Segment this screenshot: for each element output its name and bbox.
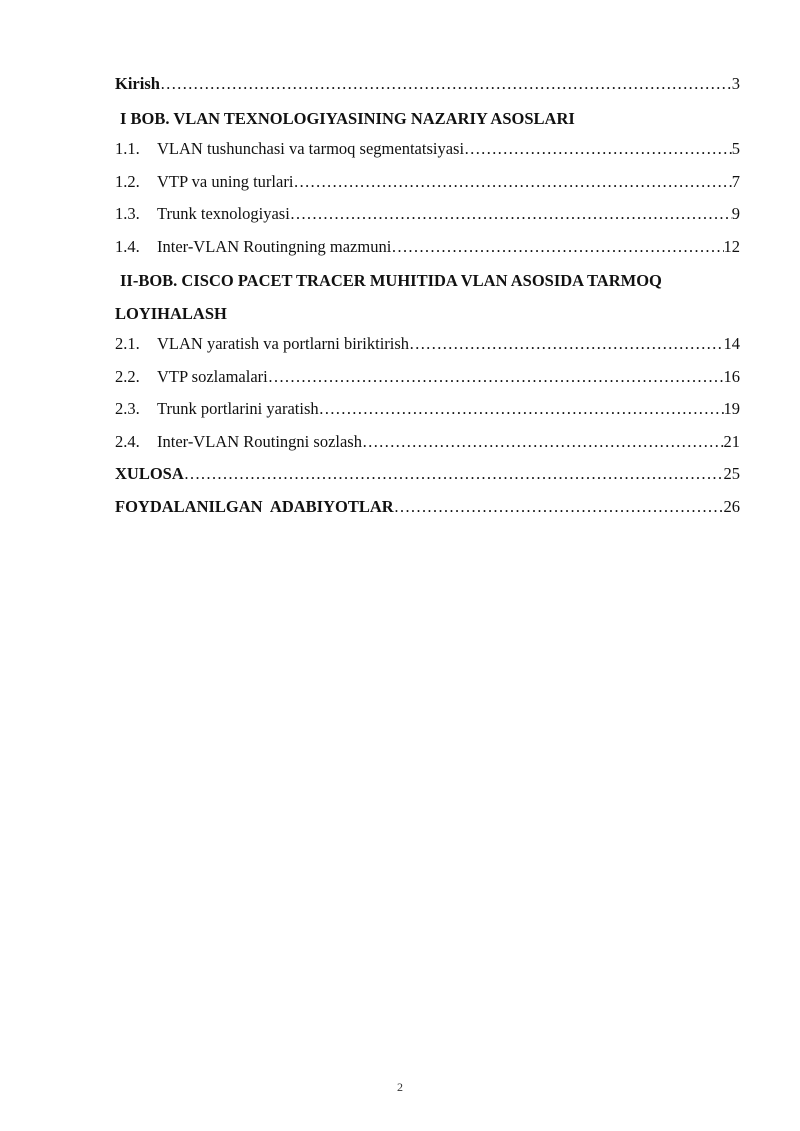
toc-entry-page: 5: [731, 139, 740, 158]
chapter-1-heading[interactable]: I BOB. VLAN TEXNOLOGIYASINING NAZARIY ASOSLARI: [120, 108, 575, 128]
dot-leader: [184, 466, 724, 483]
toc-entry-text: Inter-VLAN Routingni sozlash: [157, 431, 362, 451]
dot-leader: [394, 499, 724, 516]
dot-leader: [409, 336, 723, 353]
toc-entry-page: 21: [723, 431, 740, 451]
toc-entry-text: VTP sozlamalari: [157, 366, 268, 386]
toc-entry-conclusion[interactable]: [115, 466, 740, 499]
toc-entry-number: 2.1.: [115, 334, 140, 353]
toc-entry-text: FOYDALANILGAN ADABIYOTLAR: [115, 496, 394, 516]
dot-leader: [362, 434, 724, 451]
toc-entry-page: 16: [723, 366, 740, 386]
toc-entry-number: 1.1.: [115, 139, 140, 158]
toc-entry-text: Kirish: [115, 74, 160, 93]
toc-entry-intro[interactable]: [115, 76, 740, 109]
toc-entry-page: 12: [723, 236, 740, 256]
chapter-2-heading-continued[interactable]: LOYIHALASH: [115, 303, 227, 323]
toc-entry-page: 14: [723, 334, 740, 353]
toc-entry-text: Inter-VLAN Routingning mazmuni: [157, 236, 392, 256]
toc-entry[interactable]: [115, 171, 740, 207]
dot-leader: [464, 141, 732, 158]
toc-entry-number: 1.4.: [115, 236, 140, 256]
toc-entry[interactable]: [115, 431, 740, 467]
toc-entry-text: XULOSA: [115, 464, 184, 483]
dot-leader: [319, 401, 724, 418]
toc-entry[interactable]: [115, 206, 740, 239]
toc-entry-number: 1.2.: [115, 171, 140, 191]
chapter-2-heading[interactable]: II-BOB. CISCO PACET TRACER MUHITIDA VLAN ASOSIDA TARMOQ: [120, 271, 662, 290]
toc-entry[interactable]: [115, 236, 740, 272]
toc-entry-text: VLAN yaratish va portlarni biriktirish: [157, 334, 410, 353]
toc-entry-page: 3: [731, 74, 740, 93]
table-of-contents: [115, 76, 740, 531]
toc-entry-number: 2.3.: [115, 399, 140, 418]
toc-entry[interactable]: [115, 141, 740, 174]
toc-entry-number: 1.3.: [115, 204, 140, 223]
toc-entry-text: Trunk texnologiyasi: [157, 204, 290, 223]
toc-entry-page: 7: [731, 171, 740, 191]
toc-entry-number: 2.2.: [115, 366, 140, 386]
toc-entry-text: VLAN tushunchasi va tarmoq segmentatsiyasi: [157, 139, 465, 158]
toc-entry-page: 19: [723, 399, 740, 418]
toc-entry-page: 26: [723, 496, 740, 516]
dot-leader: [293, 174, 731, 191]
dot-leader: [268, 369, 724, 386]
toc-entry-text: VTP va uning turlari: [157, 171, 294, 191]
toc-entry[interactable]: [115, 401, 740, 434]
dot-leader: [160, 76, 732, 93]
toc-entry-page: 25: [723, 464, 740, 483]
page-number: 2: [397, 1080, 403, 1094]
toc-entry-number: 2.4.: [115, 431, 140, 451]
toc-entry[interactable]: [115, 336, 740, 369]
dot-leader: [290, 206, 732, 223]
toc-entry-references[interactable]: [115, 496, 740, 532]
toc-entry-text: Trunk portlarini yaratish: [157, 399, 319, 418]
toc-entry-page: 9: [731, 204, 740, 223]
dot-leader: [391, 239, 723, 256]
toc-entry[interactable]: [115, 366, 740, 402]
